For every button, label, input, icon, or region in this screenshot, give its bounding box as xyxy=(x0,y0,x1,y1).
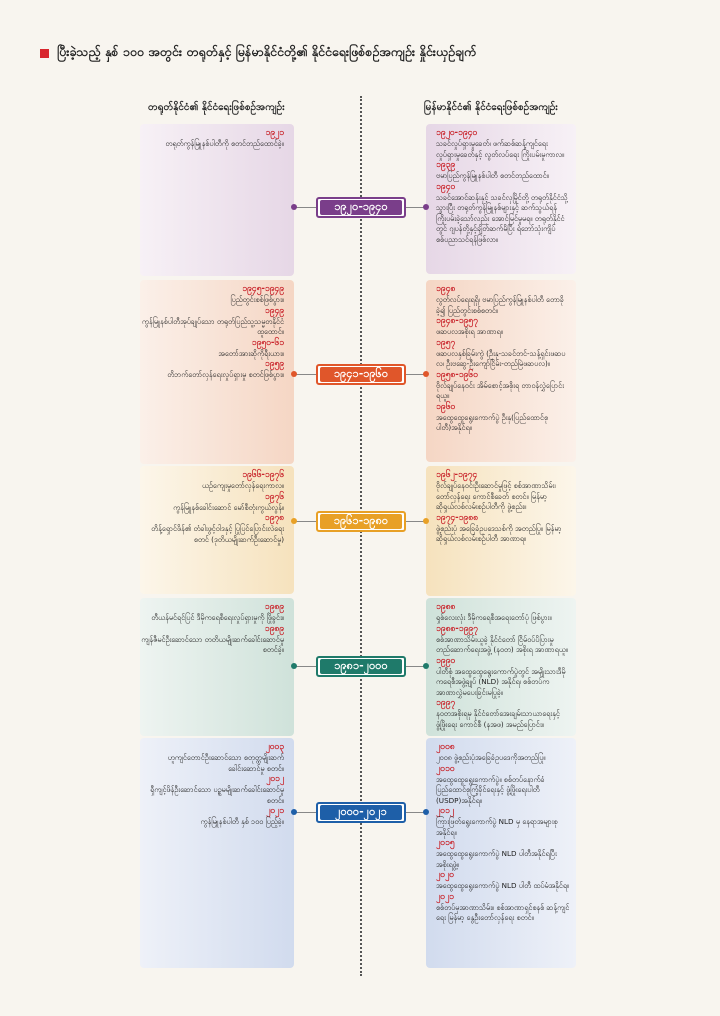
event-year: ၁၉၅၉ xyxy=(264,359,284,369)
event-description: နဝတအစိုးရမှ နိုင်ငံတော်အေးချမ်းသာယာရေးနှင့် ဖွံ့ဖြိုးရေး ကောင်စီ (နအဖ) အမည်ပြောင်း။ xyxy=(436,709,560,729)
event-year: ၁၉၉၀ xyxy=(436,655,456,666)
event-description: ကွန်မြူနစ်ခေါင်းဆောင် မော်စီတုံးကွယ်လွန်။ xyxy=(173,502,284,512)
event-year: ၁၉၄၀ xyxy=(436,181,456,192)
myanmar-era-panel-4 xyxy=(426,598,576,736)
event-description: ယဉ်ကျေးမှုတော်လှန်ရေးကာလ။ xyxy=(201,481,284,490)
myanmar-event-3 xyxy=(436,656,570,699)
era-label-text: ၁၉၄၁-၁၉၆၀ xyxy=(320,367,402,382)
event-year: ၂၀၁၂ xyxy=(436,806,454,816)
myanmar-event-3 xyxy=(436,338,570,370)
era-dot-left-icon xyxy=(291,518,297,524)
event-year: ၁၉၅၈-၁၉၆၀ xyxy=(436,369,478,380)
event-description: တိဘက်တော်လှန်ရေးလှုပ်ရှားမှု စတင်ဖြစ်ပွား။ xyxy=(167,370,284,379)
event-year: ၂၀၂၀ xyxy=(436,870,454,880)
event-description: ရှစ်လေးလုံး ဒီမိုကရေစီအရေးတော်ပုံ ဖြစ်ပွား။ xyxy=(436,613,552,622)
myanmar-event-4 xyxy=(436,838,570,870)
era-label-2 xyxy=(316,364,406,385)
china-event-2 xyxy=(140,624,290,656)
myanmar-event-6 xyxy=(436,892,570,924)
myanmar-event-4 xyxy=(436,370,570,402)
title-row xyxy=(40,44,700,63)
era-connector-left xyxy=(294,666,316,667)
china-event-3 xyxy=(140,338,290,360)
myanmar-event-4 xyxy=(436,698,570,730)
event-description: ဗိုလ်ချုပ်နေဝင်းဦးဆောင်မှုဖြင့် စစ်အာဏာသိမ်း၊ တော်လှန်ရေး ကောင်စီခေတ် စတင်။ မြန်မာ့ဆိုရှယ်လစ်လမ်းစဉ်ပါတီကို ဖွဲ့စည်း။ xyxy=(436,481,556,511)
era-dot-right-icon xyxy=(423,518,429,524)
era-label-3 xyxy=(316,511,406,532)
event-description: ဖွဲ့စည်းပုံ အခြေခံဥပဒေသစ်ကို အတည်ပြု။ မြန်မာ့ဆိုရှယ်လစ်လမ်းစဉ်ပါတီ အာဏာရ။ xyxy=(436,523,562,543)
event-description: ပြည်တွင်းစစ်ဖြစ်ပွား။ xyxy=(230,295,284,304)
era-connector-left xyxy=(294,812,316,813)
myanmar-event-1 xyxy=(436,470,570,513)
myanmar-column-heading: မြန်မာနိုင်ငံ၏ နိုင်ငံရေးဖြစ်စဉ်အကျဉ်း xyxy=(424,102,558,113)
event-year: ၁၉၆၆-၁၉၇၆ xyxy=(242,470,284,480)
event-description: ဟူကျင်တောင်ဦးဆောင်သော စတုတ္ထမျိုးဆက်ခေါင်းဆောင်မှု စတင်။ xyxy=(167,753,284,773)
event-year: ၂၀၂၁ xyxy=(266,806,284,816)
myanmar-event-2 xyxy=(436,624,570,656)
era-connector-left xyxy=(294,521,316,522)
event-description: ဗိုလ်ချုပ်နေဝင်း အိမ်စောင့်အစိုးရ တာဝန်လွှဲပြောင်းရယူ။ xyxy=(436,380,564,400)
china-event-1 xyxy=(140,742,290,774)
myanmar-event-2 xyxy=(436,513,570,545)
event-description: ကြားဖြတ်ရွေးကောက်ပွဲ NLD မှ နေရာအများစုအနိုင်ရ။ xyxy=(436,817,558,837)
china-event-1 xyxy=(140,128,290,150)
myanmar-event-2 xyxy=(436,160,570,182)
era-label-4 xyxy=(316,656,406,677)
event-year: ၁၉၅၇ xyxy=(436,337,456,348)
china-event-2 xyxy=(140,774,290,806)
era-dot-left-icon xyxy=(291,204,297,210)
china-era-panel-3 xyxy=(140,466,294,594)
event-year: ၁၉၅၀-၆၁ xyxy=(251,337,284,348)
event-description: တရုတ်ကွန်မြူနစ်ပါတီကို စတင်တည်ထောင်ခဲ့။ xyxy=(165,139,284,148)
myanmar-era-panel-2 xyxy=(426,280,576,462)
event-description: အထွေထွေရွေးကောက်ပွဲ။ စစ်တပ်နောက်ခံ ပြည်ထောင်စုကြံ့ခိုင်ရေးနှင့် ဖွံ့ဖြိုးရေးပါတီ (USDP)အနိုင်ရ။ xyxy=(436,774,545,805)
china-event-1 xyxy=(140,470,290,492)
event-description: စစ်တပ်မှအာဏာသိမ်း။ စစ်အာဏာရှင်စနစ် ဆန့်ကျင်ရေး မြန်မာ့ နွေဦးတော်လှန်ရေး စတင်။ xyxy=(436,902,570,922)
china-era-panel-1 xyxy=(140,124,294,276)
event-year: ၁၉၂၁ xyxy=(265,128,284,138)
myanmar-event-3 xyxy=(436,182,570,246)
event-description: ကျန်ဇီမင်ဦးဆောင်သော တတိယမျိုးဆက်ခေါင်းဆောင်မှု စတင်ခဲ့။ xyxy=(141,634,284,654)
myanmar-era-panel-3 xyxy=(426,466,576,596)
event-description: ကွန်မြူနစ်ပါတီ နှစ် ၁၀၀ ပြည့်ခဲ့။ xyxy=(200,817,284,826)
china-event-1 xyxy=(140,602,290,624)
event-year: ၁၉၇၆ xyxy=(264,491,284,502)
event-description: အထွေထွေရွေးကောက်ပွဲ NLD ပါတီအနိုင်ရပြီး အစိုးရဖွဲ့။ xyxy=(436,849,557,869)
page-title: ပြီးခဲ့သည့် နှစ် ၁၀၀ အတွင်း တရုတ်နှင့် မြန်မာနိုင်ငံတို့၏ နိုင်ငံရေးဖြစ်စဉ်အကျဉ်း နှိုင်းယှဉ်ချက် xyxy=(57,44,477,59)
event-year: ၁၉၆၀ xyxy=(436,401,456,412)
era-label-text: ၁၉၈၁-၂၀၀၀ xyxy=(320,659,402,674)
event-year: ၂၀၁၂ xyxy=(266,774,284,784)
event-description: ဖဆပလနှစ်ခြမ်းကွဲ (ဦးနု-သခင်တင်-သန့်ရှင်းဖဆပလ၊ ဦးဗဆွေ-ဦးကျော်ငြိမ်း-တည်မြဲဖဆပလ)။ xyxy=(436,348,566,368)
event-description: ရှီကျင့်ဖိန်ဦးဆောင်သော ပဉ္စမမျိုးဆက်ခေါင်းဆောင်မှု စတင်။ xyxy=(150,785,284,805)
event-description: သခင်လှုပ်ရှားမှုခေတ်၊ ဖက်ဆစ်ဆန့်ကျင်ရေးလှုပ်ရှားမှုခေတ်နှင့် လွတ်လပ်ရေး ကြိုးပမ်းမှုကာလ။ xyxy=(436,139,565,159)
era-label-1 xyxy=(316,197,406,218)
event-description: အတော်အားဆိုကိုရီးယား။ xyxy=(218,348,284,358)
event-year: ၁၉၄၈ xyxy=(436,284,456,294)
myanmar-event-1 xyxy=(436,742,570,764)
title-bullet-icon xyxy=(40,49,49,58)
china-event-3 xyxy=(140,806,290,828)
event-description: သခင်အောင်ဆန်းနှင့် သခင်လှမြိုင်တို့ တရုတ်နိုင်ငံသို့သွားပြီး တရုတ်ကွန်မြူနစ်များနှင့် ဆက်သွယ်ရန် ကြိုးပမ်းခဲ့သော်လည်း အောင်မြင်မှုမရ။ တရုတ်နိုင်ငံတွင် ဂျပန်တို့နှင့်ချိတ်ဆက်မိပြီး ရဲဘော်သုံးကျိပ် စစ်ပညာသင်ရန်ဖြစ်လာ။ xyxy=(436,192,568,244)
event-description: အထွေထွေရွေးကောက်ပွဲ NLD ပါတီ ထပ်မံအနိုင်ရ။ xyxy=(436,881,570,890)
era-dot-right-icon xyxy=(423,809,429,815)
event-year: ၁၉၈၈ xyxy=(436,602,456,612)
era-dot-right-icon xyxy=(423,204,429,210)
myanmar-event-1 xyxy=(436,602,570,624)
era-dot-left-icon xyxy=(291,371,297,377)
era-dot-left-icon xyxy=(291,663,297,669)
event-description: ဗမာပြည်ကွန်မြူနစ်ပါတီ စတင်တည်ထောင်။ xyxy=(436,171,549,180)
china-column-heading: တရုတ်နိုင်ငံ၏ နိုင်ငံရေးဖြစ်စဉ်အကျဉ်း xyxy=(148,102,285,113)
china-event-2 xyxy=(140,306,290,338)
myanmar-event-5 xyxy=(436,870,570,892)
event-year: ၂၀၁၀ xyxy=(436,763,455,774)
event-description: စစ်အာဏာသိမ်းယူခဲ့ နိုင်ငံတော် ငြိမ်ဝပ်ပိပြားမှုတည်ဆောက်ရေးအဖွဲ့ (နဝတ) အစိုးရ အာဏာရယူ။ xyxy=(436,634,568,654)
era-label-text: ၁၉၆၁-၁၉၈၀ xyxy=(320,514,402,529)
era-dot-right-icon xyxy=(423,663,429,669)
event-year: ၁၉၇၄-၁၉၈၈ xyxy=(436,512,478,523)
event-year: ၁၉၄၈-၁၉၅၇ xyxy=(436,316,478,326)
era-connector-left xyxy=(294,374,316,375)
event-description: ၂၀၀၈ ဖွဲ့စည်းပုံအခြေခံဥပဒေကိုအတည်ပြု။ xyxy=(436,753,546,762)
event-year: ၁၉၃၉ xyxy=(436,160,456,170)
china-era-panel-4 xyxy=(140,598,294,736)
event-description: ဖဆပလအစိုးရ အာဏာရ။ xyxy=(436,327,503,336)
china-era-panel-2 xyxy=(140,280,294,464)
china-event-3 xyxy=(140,513,290,545)
event-description: အထွေထွေရွေးကောက်ပွဲ ဦးနု(ပြည်ထောင်စုပါတီ)အနိုင်ရ။ xyxy=(436,412,549,432)
myanmar-era-panel-5 xyxy=(426,738,576,968)
event-year: ၁၉၄၅-၁၉၄၉ xyxy=(242,284,284,294)
event-description: တိန့်ရှောင်ဖိန်၏ တံခါးဖွင့်ဝါဒနှင့် ပြုပြင်ပြောင်းလဲရေးစတင် (ဒုတိယမျိုးဆက်ဦးဆောင်မှု) xyxy=(151,524,284,544)
china-era-panel-5 xyxy=(140,738,294,968)
event-year: ၁၉၈၉ xyxy=(264,623,284,634)
event-description: ကွန်မြူနစ်ပါတီအုပ်ချုပ်သော တရုတ်ပြည်သူ့သမ္မတနိုင်ငံ ထူထောင်။ xyxy=(141,316,284,336)
myanmar-era-panel-1 xyxy=(426,124,576,274)
china-event-1 xyxy=(140,284,290,306)
event-description: လွတ်လပ်ရေးရရှိ၊ ဗမာပြည်ကွန်မြူနစ်ပါတီ တောခိုခဲ့၍ ပြည်တွင်းစစ်စတင်။ xyxy=(436,295,564,315)
era-label-text: ၂၀၀၀-၂၀၂၁ xyxy=(320,805,402,820)
event-year: ၁၉၂၀-၁၉၄၀ xyxy=(436,128,478,138)
event-description: တီယန်မင်ရင်ပြင် ဒီမိုကရေစီရေးလှုပ်ရှားမှုကို ဖြိုခွင်း။ xyxy=(151,613,284,622)
event-year: ၁၉၆၂-၁၉၇၄ xyxy=(436,470,478,480)
myanmar-event-1 xyxy=(436,128,570,160)
event-year: ၁၉၇၈ xyxy=(264,513,284,523)
event-year: ၂၀၂၁ xyxy=(436,891,454,902)
event-year: ၂၀၀၃ xyxy=(265,742,284,752)
china-event-2 xyxy=(140,492,290,514)
era-dot-left-icon xyxy=(291,809,297,815)
event-year: ၁၉၈၈-၁၉၉၇ xyxy=(436,623,478,634)
timeline-axis xyxy=(360,96,362,976)
era-dot-right-icon xyxy=(423,371,429,377)
event-year: ၁၉၄၉ xyxy=(264,305,284,316)
era-connector-left xyxy=(294,207,316,208)
era-label-5 xyxy=(316,802,406,823)
event-year: ၁၉၈၉ xyxy=(264,602,284,612)
event-year: ၁၉၉၇ xyxy=(436,698,456,708)
myanmar-event-2 xyxy=(436,316,570,338)
event-year: ၂၀၁၅ xyxy=(436,838,455,848)
myanmar-event-3 xyxy=(436,806,570,838)
china-event-4 xyxy=(140,359,290,381)
event-description: ပါတီစုံ အထွေထွေရွေးကောက်ပွဲတွင် အမျိုးသားဒီမိုကရေစီအဖွဲ့ချုပ် (NLD) အနိုင်ရ၊ စစ်တပ်က အာဏာလွှဲမပေးခြင်းမပြုခဲ့။ xyxy=(436,666,566,697)
myanmar-event-5 xyxy=(436,402,570,434)
era-label-text: ၁၉၂၀-၁၉၄၀ xyxy=(320,200,402,215)
myanmar-event-1 xyxy=(436,284,570,316)
event-year: ၂၀၀၈ xyxy=(436,742,455,752)
myanmar-event-2 xyxy=(436,764,570,807)
